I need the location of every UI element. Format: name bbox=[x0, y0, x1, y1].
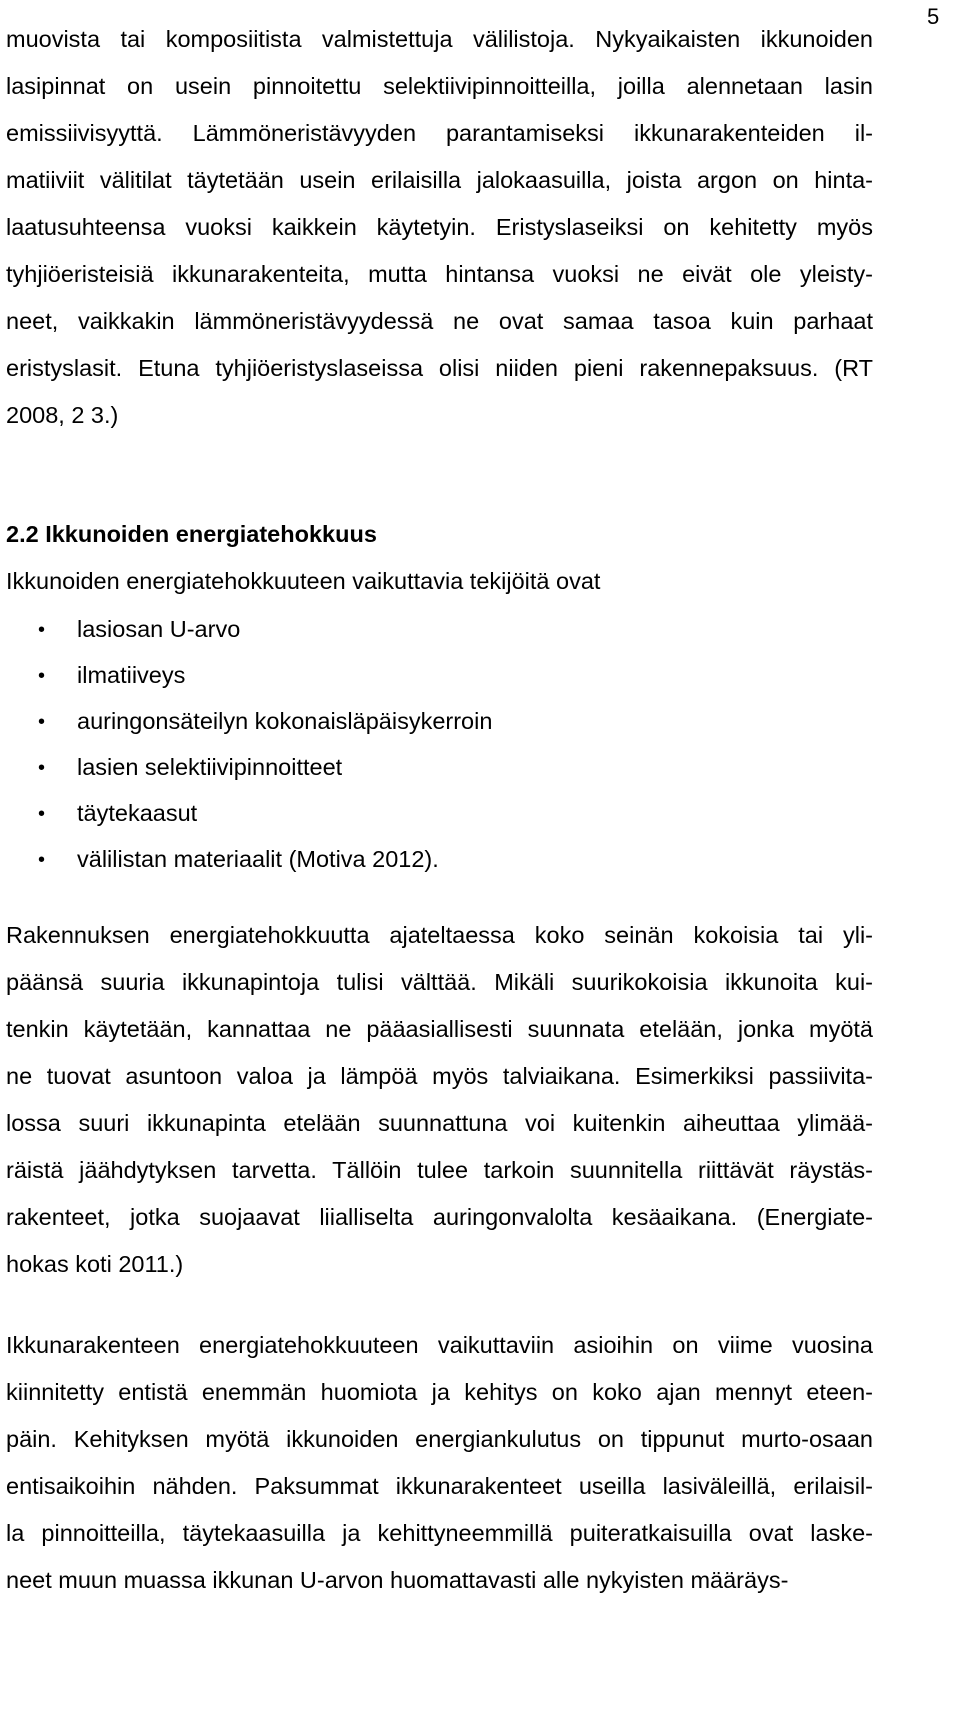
text-line: Ikkunarakenteen energiatehokkuuteen vaikuttaviin asioihin on viime vuosina bbox=[6, 1332, 873, 1358]
text-line: matiiviit välitilat täytetään usein erilaisilla jalokaasuilla, joista argon on hinta- bbox=[6, 167, 873, 193]
text-line: eristyslasit. Etuna tyhjiöeristyslaseissa olisi niiden pieni rakennepaksuus. (RT bbox=[6, 355, 873, 381]
text-line: lossa suuri ikkunapinta etelään suunnattuna voi kuitenkin aiheuttaa ylimää- bbox=[6, 1110, 873, 1136]
text-line: ne tuovat asuntoon valoa ja lämpöä myös talviaikana. Esimerkiksi passiivita- bbox=[6, 1063, 873, 1089]
bullet-icon: • bbox=[38, 849, 46, 871]
text-line: la pinnoitteilla, täytekaasuilla ja kehittyneemmillä puiteratkaisuilla ovat laske- bbox=[6, 1520, 873, 1546]
bullet-icon: • bbox=[38, 803, 46, 825]
list-item-text: välilistan materiaalit (Motiva 2012). bbox=[77, 846, 439, 872]
text-line: entisaikoihin nähden. Paksummat ikkunarakenteet useilla lasiväleillä, erilaisil- bbox=[6, 1473, 873, 1499]
list-item-text: auringonsäteilyn kokonaisläpäisykerroin bbox=[77, 708, 493, 734]
list-item-text: lasiosan U-arvo bbox=[77, 616, 241, 642]
text-line: tyhjiöeristeisiä ikkunarakenteita, mutta hintansa vuoksi ne eivät ole yleisty- bbox=[6, 261, 873, 287]
text-line: neet, vaikkakin lämmöneristävyydessä ne ovat samaa tasoa kuin parhaat bbox=[6, 308, 873, 334]
list-item-text: lasien selektiivipinnoitteet bbox=[77, 754, 343, 780]
bullet-icon: • bbox=[38, 757, 46, 779]
text-line: rakenteet, jotka suojaavat liialliselta auringonvalolta kesäaikana. (Energiate- bbox=[6, 1204, 873, 1230]
text-line: päänsä suuria ikkunapintoja tulisi välttää. Mikäli suurikokoisia ikkunoita kui- bbox=[6, 969, 873, 995]
bullet-icon: • bbox=[38, 665, 46, 687]
text-line: emissiivisyyttä. Lämmöneristävyyden parantamiseksi ikkunarakenteiden il- bbox=[6, 120, 873, 146]
list-item-text: täytekaasut bbox=[77, 800, 198, 826]
intro-line: Ikkunoiden energiatehokkuuteen vaikuttavia tekijöitä ovat bbox=[6, 568, 601, 594]
text-line: neet muun muassa ikkunan U-arvon huomattavasti alle nykyisten määräys- bbox=[6, 1567, 789, 1593]
list-item-text: ilmatiiveys bbox=[77, 662, 186, 688]
text-line: laatusuhteensa vuoksi kaikkein käytetyin. Eristyslaseiksi on kehitetty myös bbox=[6, 214, 873, 240]
text-line: hokas koti 2011.) bbox=[6, 1251, 184, 1277]
section-heading: 2.2 Ikkunoiden energiatehokkuus bbox=[6, 521, 377, 547]
bullet-icon: • bbox=[38, 711, 46, 733]
page-number: 5 bbox=[927, 4, 940, 29]
text-line: Rakennuksen energiatehokkuutta ajateltaessa koko seinän kokoisia tai yli- bbox=[6, 922, 873, 948]
text-line: 2008, 2 3.) bbox=[6, 402, 119, 428]
text-line: kiinnitetty entistä enemmän huomiota ja kehitys on koko ajan mennyt eteen- bbox=[6, 1379, 873, 1405]
text-line: muovista tai komposiitista valmistettuja välilistoja. Nykyaikaisten ikkunoiden bbox=[6, 26, 873, 52]
text-line: tenkin käytetään, kannattaa ne pääasiallisesti suunnata etelään, jonka myötä bbox=[6, 1016, 873, 1042]
text-line: lasipinnat on usein pinnoitettu selektiivipinnoitteilla, joilla alennetaan lasin bbox=[6, 73, 873, 99]
text-line: räistä jäähdytyksen tarvetta. Tällöin tulee tarkoin suunnitella riittävät räystäs- bbox=[6, 1157, 873, 1183]
text-line: päin. Kehityksen myötä ikkunoiden energiankulutus on tippunut murto-osaan bbox=[6, 1426, 873, 1452]
bullet-icon: • bbox=[38, 619, 46, 641]
